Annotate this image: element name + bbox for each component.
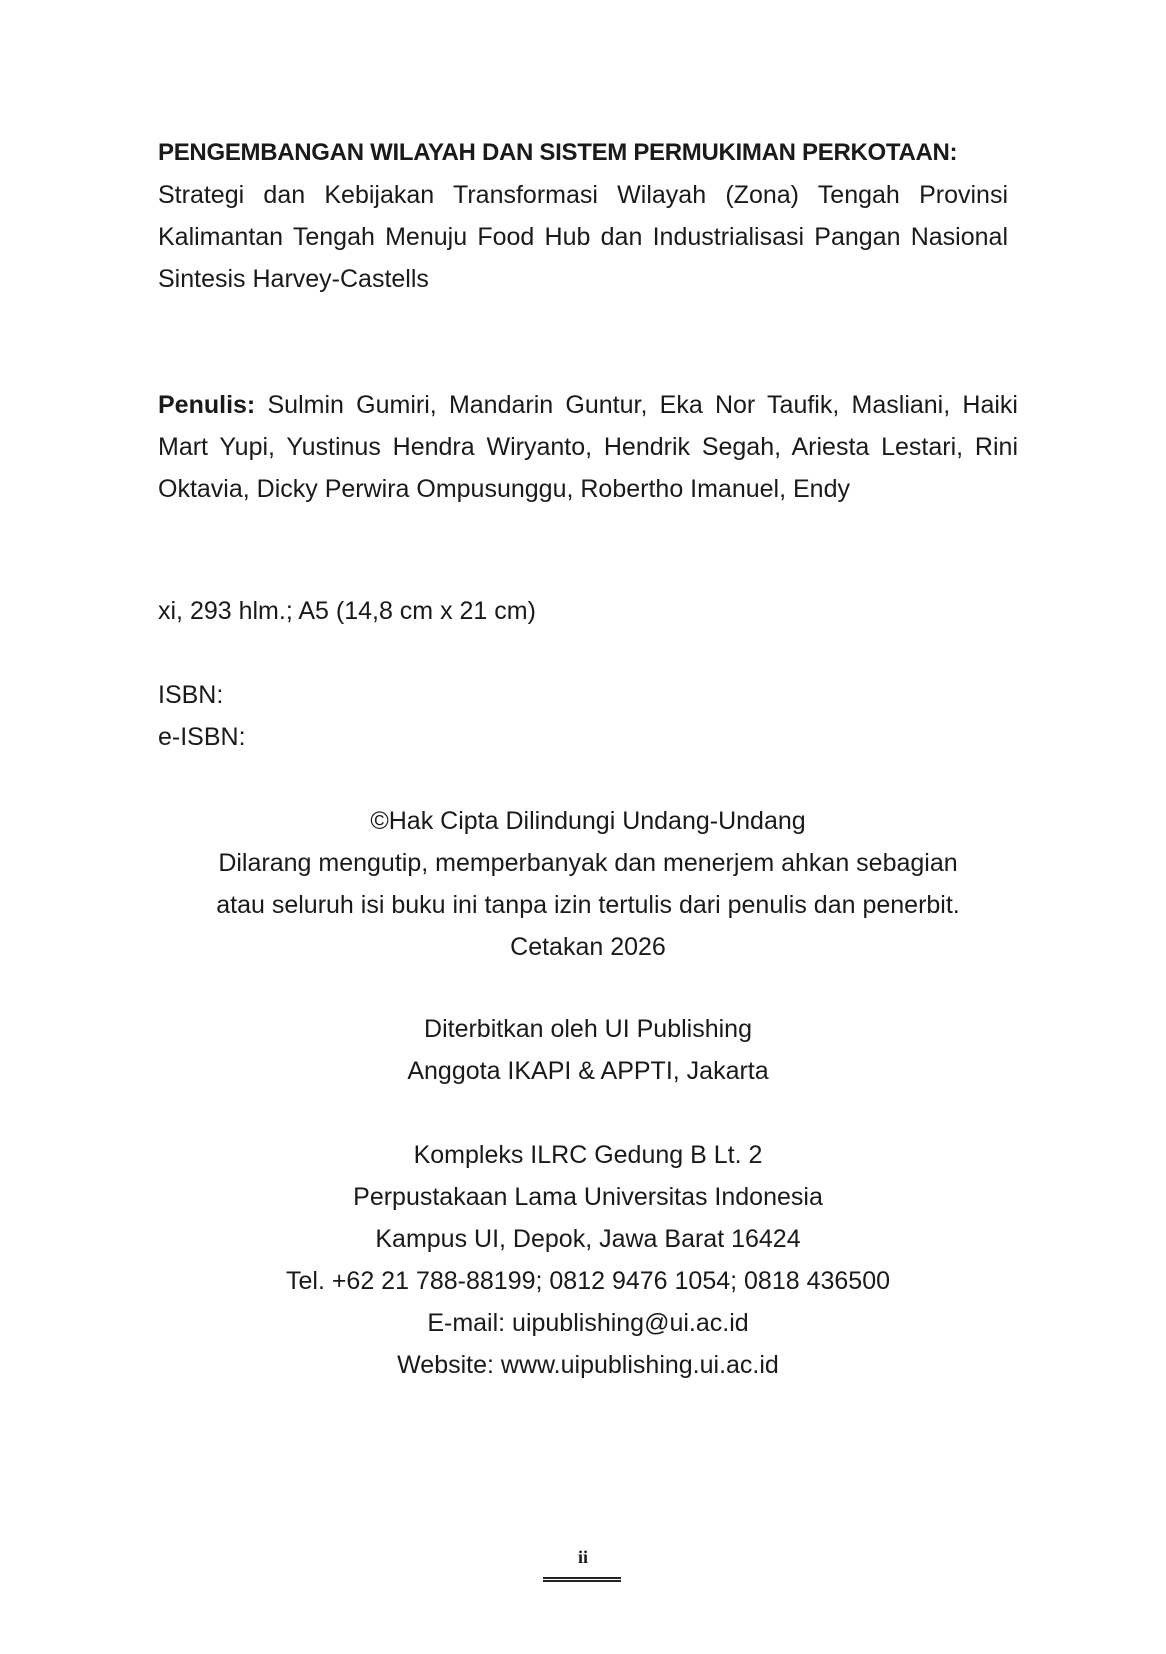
- publisher-name: Diterbitkan oleh UI Publishing: [424, 1015, 752, 1043]
- copyright-restriction-line: Dilarang mengutip, memperbanyak dan menerjem ahkan sebagian: [218, 849, 958, 877]
- book-title-block: [158, 132, 1018, 300]
- email-line: E-mail: uipublishing@ui.ac.id: [427, 1309, 749, 1337]
- address-line: Kampus UI, Depok, Jawa Barat 16424: [375, 1225, 801, 1253]
- eisbn-label: e-ISBN:: [158, 723, 246, 751]
- authors-names: Sulmin Gumiri, Mandarin Guntur, Eka Nor Taufik, Masliani, Haiki Mart Yupi, Yustinus Hendra Wiryanto, Hendrik Segah, Ariesta Lestari, Rini Oktavia, Dicky Perwira Ompusunggu, Robertho Imanuel, Endy: [158, 391, 1018, 503]
- physical-description: xi, 293 hlm.; A5 (14,8 cm x 21 cm): [158, 597, 536, 625]
- printing-year: Cetakan 2026: [510, 933, 666, 961]
- page-number-rule: [543, 1577, 621, 1582]
- book-subtitle: Strategi dan Kebijakan Transformasi Wilayah (Zona) Tengah Provinsi Kalimantan Tengah Menuju Food Hub dan Industrialisasi Pangan Nasional Sintesis Harvey-Castells: [158, 181, 1008, 293]
- authors-label: Penulis:: [158, 391, 256, 419]
- book-title: PENGEMBANGAN WILAYAH DAN SISTEM PERMUKIMAN PERKOTAAN:: [158, 139, 958, 166]
- phone-line: Tel. +62 21 788-88199; 0812 9476 1054; 0818 436500: [285, 1267, 891, 1295]
- authors-block: [158, 384, 1018, 510]
- copyright-block: [158, 800, 1018, 968]
- copyright-restriction-line: atau seluruh isi buku ini tanpa izin tertulis dari penulis dan penerbit.: [216, 891, 960, 919]
- address-line: Kompleks ILRC Gedung B Lt. 2: [413, 1141, 763, 1169]
- address-block: [158, 1134, 1018, 1386]
- publisher-membership: Anggota IKAPI & APPTI, Jakarta: [407, 1057, 769, 1085]
- isbn-label: ISBN:: [158, 681, 224, 709]
- copyright-line: ©Hak Cipta Dilindungi Undang-Undang: [370, 807, 806, 835]
- publisher-block: [158, 1008, 1018, 1092]
- website-line: Website: www.uipublishing.ui.ac.id: [397, 1351, 779, 1379]
- isbn-block: [158, 674, 1018, 758]
- page-number: ii: [577, 1547, 588, 1567]
- address-line: Perpustakaan Lama Universitas Indonesia: [353, 1183, 823, 1211]
